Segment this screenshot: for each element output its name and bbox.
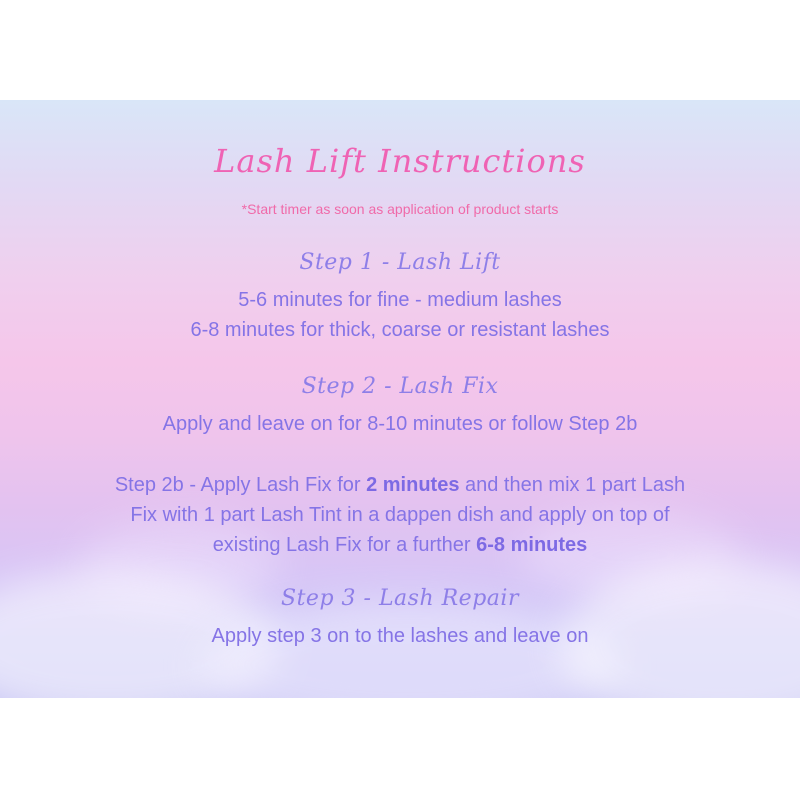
step2b-text: and then mix 1 part Lash	[459, 474, 686, 496]
step1-heading: Step 1 - Lash Lift	[299, 250, 501, 275]
step3-line-1: Apply step 3 on to the lashes and leave on	[211, 625, 589, 647]
step3-heading: Step 3 - Lash Repair	[281, 586, 519, 611]
instruction-card	[0, 100, 800, 698]
timer-note: *Start timer as soon as application of product starts	[241, 201, 559, 217]
step2b-line-1	[0, 471, 800, 499]
step1-line-2: 6-8 minutes for thick, coarse or resistant lashes	[190, 319, 610, 341]
step2b-line-2: Fix with 1 part Lash Tint in a dappen dish and apply on top of	[130, 504, 670, 526]
step2-heading: Step 2 - Lash Fix	[301, 374, 499, 399]
step2b-emphasis: 6-8 minutes	[476, 534, 588, 556]
step2b-text: existing Lash Fix for a further	[212, 534, 477, 556]
step2b-text: Step 2b - Apply Lash Fix for	[114, 474, 367, 496]
step2b-emphasis: 2 minutes	[366, 474, 460, 496]
page-title: Lash Lift Instructions	[214, 142, 586, 180]
step2-line-1: Apply and leave on for 8-10 minutes or follow Step 2b	[162, 413, 638, 435]
step1-line-1: 5-6 minutes for fine - medium lashes	[238, 289, 562, 311]
step2b-line-3	[0, 531, 800, 559]
